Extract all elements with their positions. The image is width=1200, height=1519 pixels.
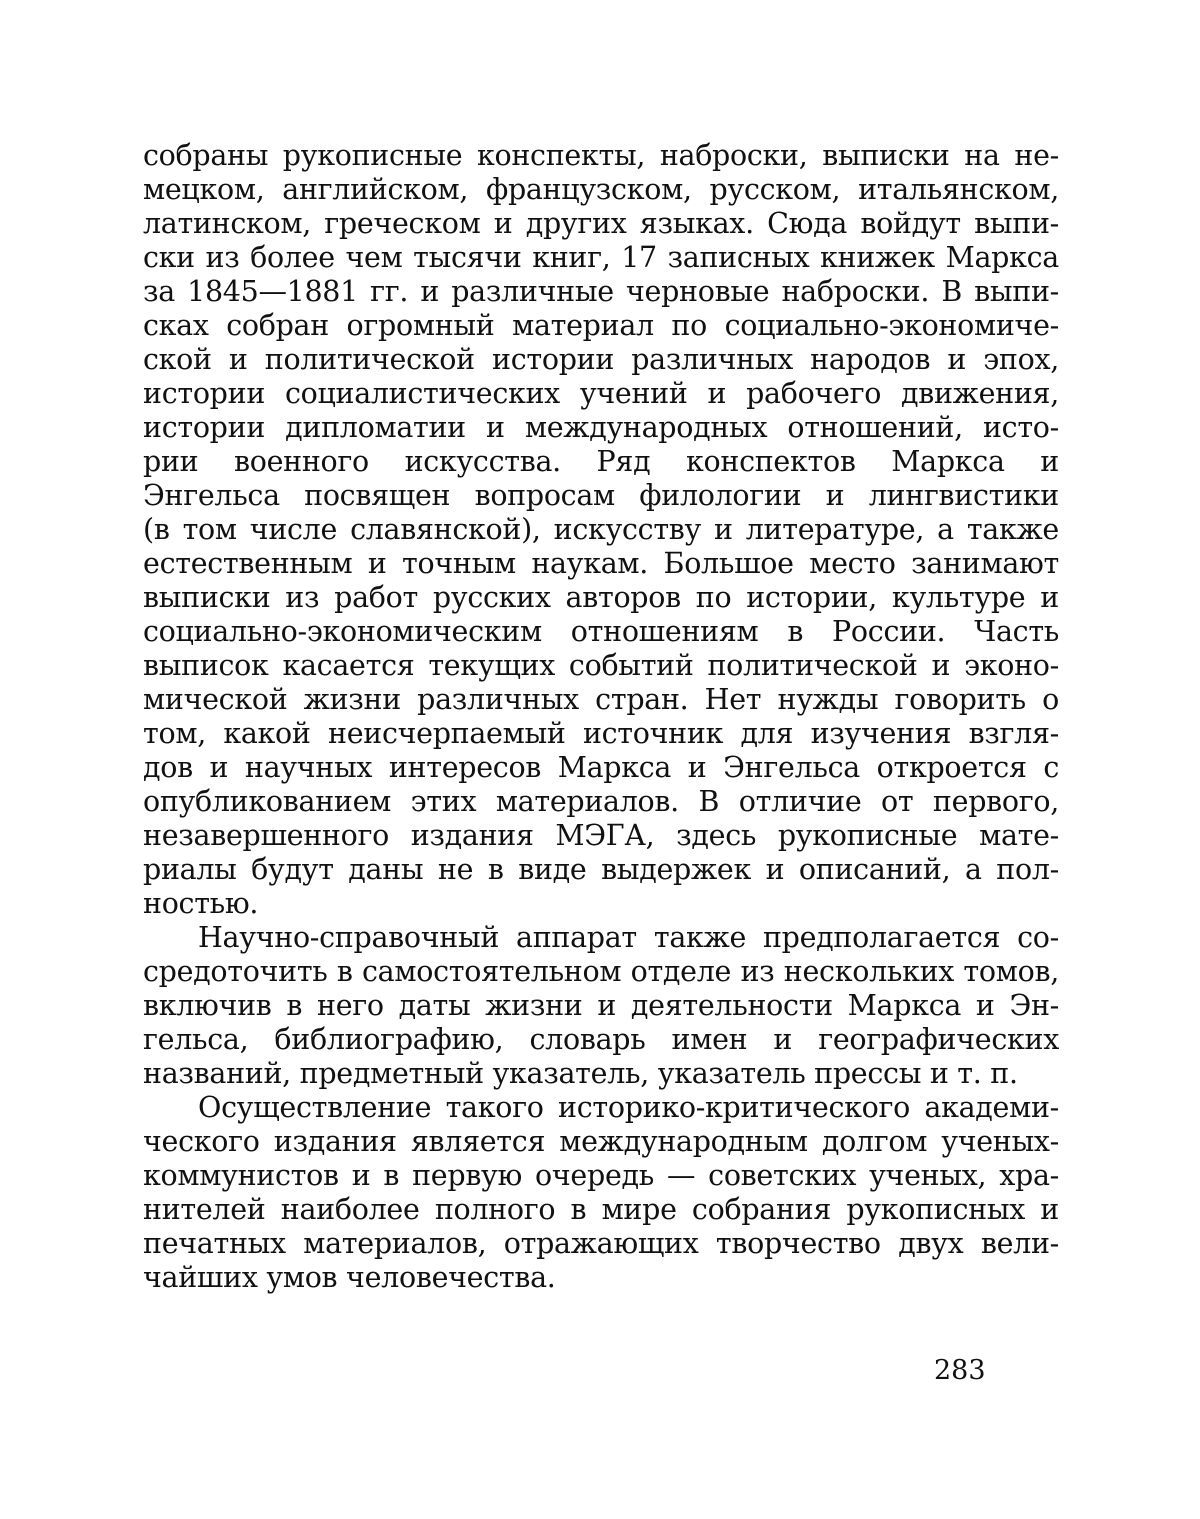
text-line: рии военного искусства. Ряд конспектов Маркса и [143, 445, 1059, 478]
text-line: ностью. [143, 887, 259, 920]
text-line: печатных материалов, отражающих творчество двух вели- [143, 1227, 1059, 1260]
text-line: чайших умов человечества. [143, 1261, 556, 1294]
text-line: нителей наиболее полного в мире собрания рукописных и [143, 1193, 1059, 1226]
body-text [143, 139, 1059, 1295]
page-number: 283 [934, 1355, 986, 1386]
text-line: мической жизни различных стран. Нет нужды говорить о [143, 683, 1059, 716]
text-line: социально-экономическим отношениям в России. Часть [143, 615, 1059, 648]
text-line: Осуществление такого историко-критического академи- [198, 1091, 1059, 1124]
text-line: латинском, греческом и других языках. Сюда войдут выпи- [143, 207, 1059, 240]
text-line: за 1845—1881 гг. и различные черновые наброски. В выпи- [143, 275, 1059, 308]
text-line: ской и политической истории различных народов и эпох, [143, 343, 1059, 376]
text-line: истории дипломатии и международных отношений, исто- [143, 411, 1059, 444]
text-line: опубликованием этих материалов. В отличие от первого, [143, 785, 1059, 818]
paragraph [143, 1091, 1059, 1295]
text-line: дов и научных интересов Маркса и Энгельса откроется с [143, 751, 1059, 784]
text-line: ски из более чем тысячи книг, 17 записных книжек Маркса [143, 241, 1059, 274]
text-line: Энгельса посвящен вопросам филологии и лингвистики [143, 479, 1059, 512]
text-line: средоточить в самостоятельном отделе из нескольких томов, [143, 955, 1059, 988]
text-line: выписки из работ русских авторов по истории, культуре и [143, 581, 1059, 614]
text-line: незавершенного издания МЭГА, здесь рукописные мате- [143, 819, 1059, 852]
text-line: Научно-справочный аппарат также предполагается со- [198, 921, 1059, 954]
text-line: выписок касается текущих событий политической и эконо- [143, 649, 1059, 682]
text-line: включив в него даты жизни и деятельности Маркса и Эн- [143, 989, 1059, 1022]
text-line: истории социалистических учений и рабочего движения, [143, 377, 1059, 410]
paragraph [143, 921, 1059, 1091]
text-line: естественным и точным наукам. Большое место занимают [143, 547, 1059, 580]
paragraph [143, 139, 1059, 921]
text-line: собраны рукописные конспекты, наброски, выписки на не- [143, 139, 1059, 172]
text-line: гельса, библиографию, словарь имен и географических [143, 1023, 1059, 1056]
text-line: том, какой неисчерпаемый источник для изучения взгля- [143, 717, 1059, 750]
text-line: сках собран огромный материал по социально-экономиче- [143, 309, 1059, 342]
text-line: мецком, английском, французском, русском, итальянском, [143, 173, 1059, 206]
text-line: (в том числе славянской), искусству и литературе, а также [143, 513, 1059, 546]
text-line: названий, предметный указатель, указатель прессы и т. п. [143, 1057, 1018, 1090]
text-line: коммунистов и в первую очередь — советских ученых, хра- [143, 1159, 1059, 1192]
text-line: риалы будут даны не в виде выдержек и описаний, а пол- [143, 853, 1059, 886]
text-line: ческого издания является международным долгом ученых- [143, 1125, 1059, 1158]
